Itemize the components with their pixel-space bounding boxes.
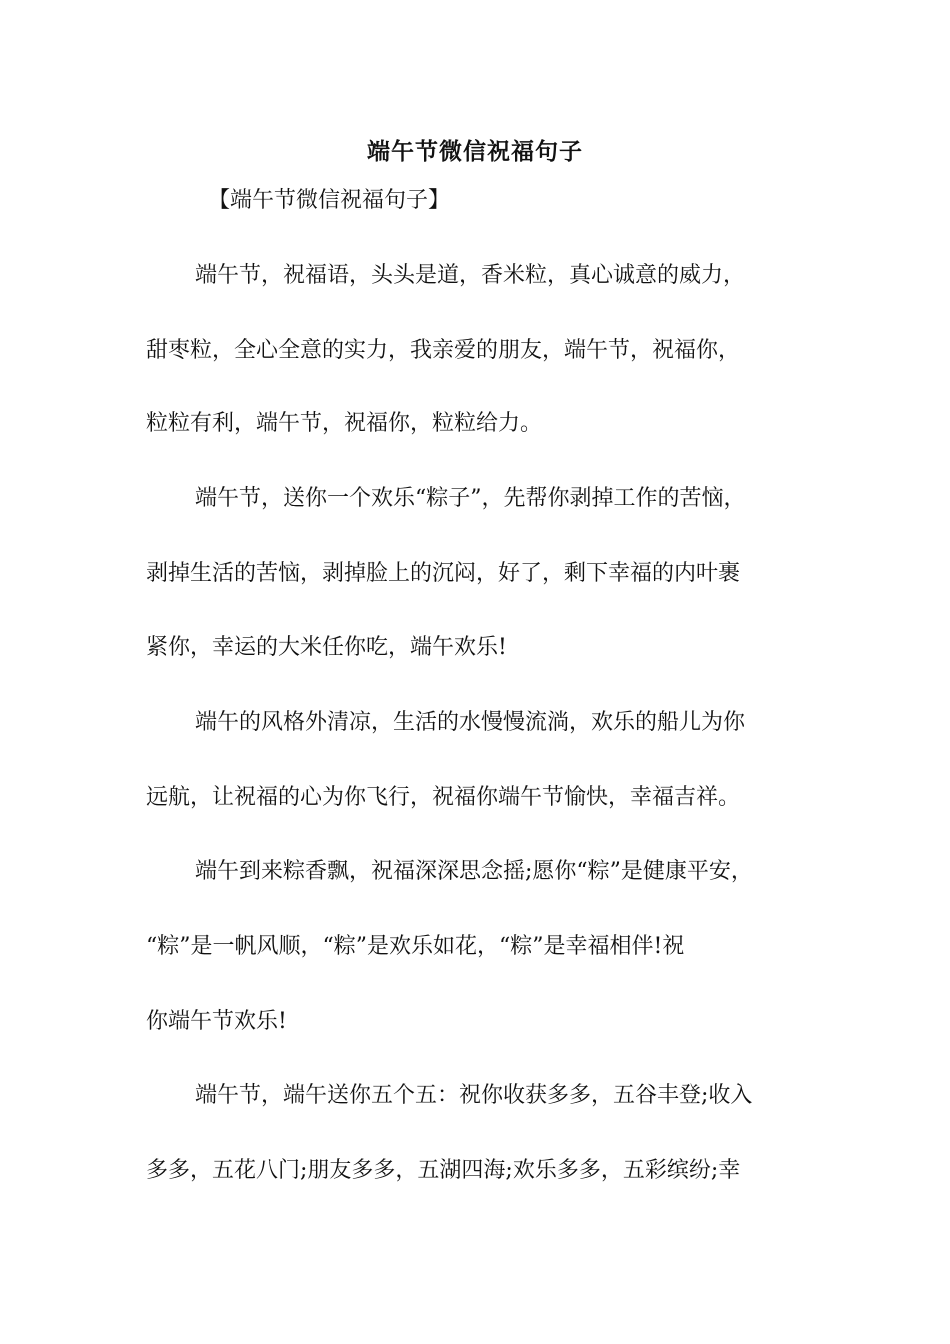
page-title: 端午节微信祝福句子: [367, 138, 583, 165]
paragraph-line: 紧你，幸运的大米任你吃，端午欢乐!: [146, 635, 507, 660]
paragraph-line: 端午节，端午送你五个五：祝你收获多多，五谷丰登;收入: [195, 1083, 753, 1108]
paragraph-line: 端午到来粽香飘，祝福深深思念摇;愿你“粽”是健康平安，: [195, 859, 753, 884]
paragraph-line: 端午的风格外清凉，生活的水慢慢流淌，欢乐的船儿为你: [195, 710, 746, 735]
paragraph-line: 甜枣粒，全心全意的实力，我亲爱的朋友，端午节，祝福你，: [146, 338, 741, 363]
paragraph-line: 端午节，送你一个欢乐“粽子”，先帮你剥掉工作的苦恼，: [195, 486, 746, 511]
paragraph-line: 端午节，祝福语，头头是道，香米粒，真心诚意的威力，: [195, 263, 746, 288]
paragraph-line: 远航，让祝福的心为你飞行，祝福你端午节愉快，幸福吉祥。: [146, 785, 741, 810]
paragraph-line: 你端午节欢乐!: [146, 1009, 287, 1034]
section-heading: 【端午节微信祝福句子】: [208, 188, 451, 213]
paragraph-line: 剥掉生活的苦恼，剥掉脸上的沉闷，好了，剩下幸福的内叶裹: [146, 561, 741, 586]
paragraph-line: “粽”是一帆风顺，“粽”是欢乐如花，“粽”是幸福相伴!祝: [146, 934, 685, 959]
paragraph-line: 多多，五花八门;朋友多多，五湖四海;欢乐多多，五彩缤纷;幸: [146, 1158, 741, 1183]
paragraph-line: 粒粒有利，端午节，祝福你，粒粒给力。: [146, 411, 543, 436]
